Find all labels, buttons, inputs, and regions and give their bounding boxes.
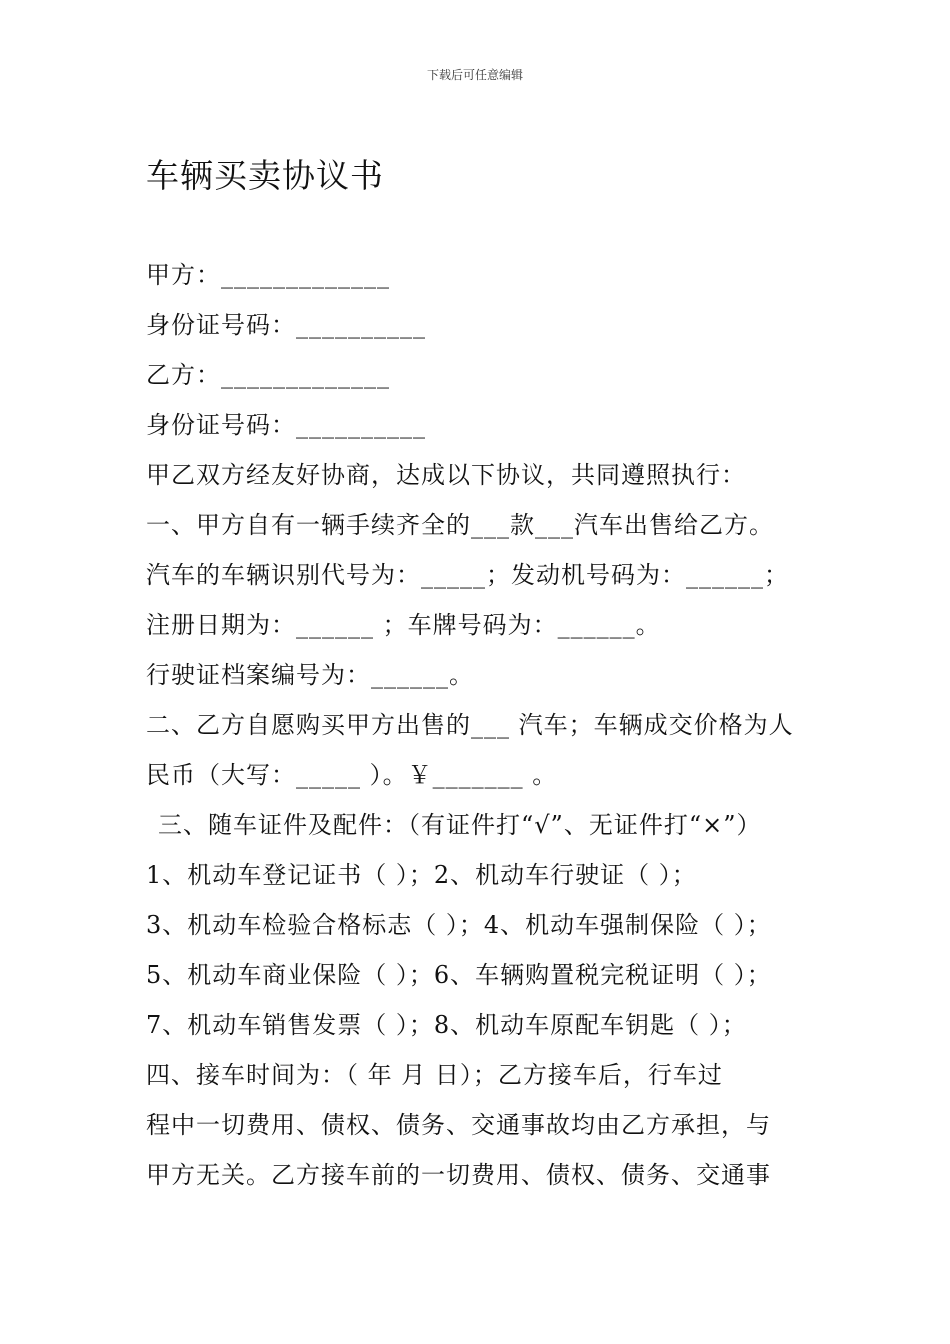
- header-note: 下载后可任意编辑: [426, 68, 523, 82]
- preamble-line: 甲乙双方经友好协商，达成以下协议，共同遵照执行：: [146, 461, 746, 489]
- documents-line-4: 7、机动车销售发票（ ）；8、机动车原配车钥匙（ ）；: [146, 1011, 747, 1039]
- document-title: 车辆买卖协议书: [146, 156, 384, 195]
- documents-line-3: 5、机动车商业保险（ ）；6、车辆购置税完税证明（ ）；: [146, 961, 772, 989]
- clause-3-line: 三、随车证件及配件：（有证件打“√”、无证件打“×”）: [158, 811, 762, 839]
- agreement-body: [146, 250, 816, 1200]
- vin-engine-line: 汽车的车辆识别代号为：_____；发动机号码为：______；: [146, 561, 789, 589]
- registration-plate-line: 注册日期为：______ ；车牌号码为：______。: [146, 611, 661, 639]
- clause-1-line: 一、甲方自有一辆手续齐全的___款___汽车出售给乙方。: [146, 511, 774, 539]
- party-b-line: 乙方：_____________: [146, 361, 390, 389]
- documents-line-2: 3、机动车检验合格标志（ ）；4、机动车强制保险（ ）；: [146, 911, 772, 939]
- clause-4-line: 四、接车时间为：（ 年 月 日）；乙方接车后，行车过: [146, 1061, 723, 1089]
- clause-4-continued-1: 程中一切费用、债权、债务、交通事故均由乙方承担，与: [146, 1111, 771, 1139]
- license-file-line: 行驶证档案编号为：______。: [146, 661, 474, 689]
- clause-2-line: 二、乙方自愿购买甲方出售的___ 汽车；车辆成交价格为人: [146, 711, 794, 739]
- party-a-line: 甲方：_____________: [146, 261, 390, 289]
- clause-4-continued-2: 甲方无关。乙方接车前的一切费用、债权、债务、交通事: [146, 1161, 771, 1189]
- price-line: 民币（大写：_____ ）。￥_______ 。: [146, 761, 558, 789]
- party-a-id-line: 身份证号码：__________: [146, 311, 426, 339]
- party-b-id-line: 身份证号码：__________: [146, 411, 426, 439]
- documents-line-1: 1、机动车登记证书（ ）；2、机动车行驶证（ ）；: [146, 861, 697, 889]
